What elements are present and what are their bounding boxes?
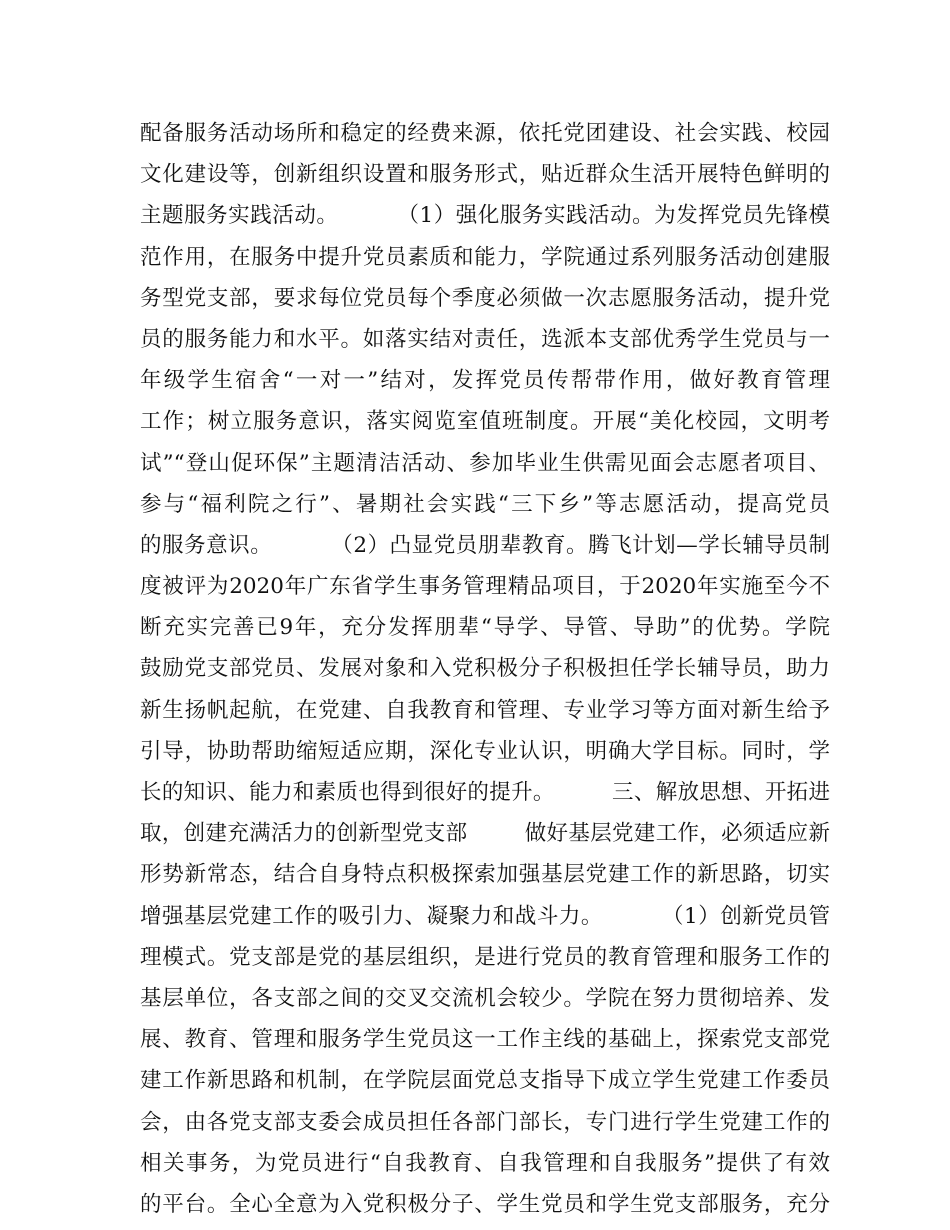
text-line: 主题服务实践活动。 （1）强化服务实践活动。为发挥党员先锋模: [140, 203, 830, 229]
text-line: 理模式。党支部是党的基层组织，是进行党员的教育管理和服务工作的: [140, 944, 830, 970]
text-line: 建工作新思路和机制，在学院层面党总支指导下成立学生党建工作委员: [140, 1068, 830, 1094]
text-line: 年级学生宿舍“一对一”结对，发挥党员传帮带作用，做好教育管理: [140, 368, 830, 394]
text-line: 基层单位，各支部之间的交叉交流机会较少。学院在努力贯彻培养、发: [140, 985, 830, 1011]
text-line: 长的知识、能力和素质也得到很好的提升。 三、解放思想、开拓进: [140, 780, 830, 805]
text-line: 的服务意识。 （2）凸显党员朋辈教育。腾飞计划—学长辅导员制: [140, 532, 830, 558]
text-line: 会，由各党支部支委会成员担任各部门部长，专门进行学生党建工作的: [140, 1109, 830, 1135]
text-line: 新生扬帆起航，在党建、自我教育和管理、专业学习等方面对新生给予: [140, 697, 830, 723]
text-line: 取，创建充满活力的创新型党支部 做好基层党建工作，必须适应新: [140, 821, 830, 847]
text-line: 断充实完善已9年，充分发挥朋辈“导学、导管、导助”的优势。学院: [140, 615, 830, 641]
text-line: 鼓励党支部党员、发展对象和入党积极分子积极担任学长辅导员，助力: [140, 656, 830, 682]
text-line: 配备服务活动场所和稳定的经费来源，依托党团建设、社会实践、校园: [140, 121, 830, 146]
text-line: 形势新常态，结合自身特点积极探索加强基层党建工作的新思路，切实: [140, 862, 830, 888]
text-line: 员的服务能力和水平。如落实结对责任，选派本支部优秀学生党员与一: [140, 326, 830, 352]
text-line: 参与“福利院之行”、暑期社会实践“三下乡”等志愿活动，提高党员: [140, 491, 830, 517]
text-line: 增强基层党建工作的吸引力、凝聚力和战斗力。 （1）创新党员管: [140, 903, 830, 929]
text-line: 务型党支部，要求每位党员每个季度必须做一次志愿服务活动，提升党: [140, 285, 830, 311]
text-line: 引导，协助帮助缩短适应期，深化专业认识，明确大学目标。同时，学: [140, 738, 830, 764]
text-line: 展、教育、管理和服务学生党员这一工作主线的基础上，探索党支部党: [140, 1027, 830, 1053]
body-text: [140, 113, 830, 1225]
text-line: 文化建设等，创新组织设置和服务形式，贴近群众生活开展特色鲜明的: [140, 162, 830, 188]
text-line: 工作；树立服务意识，落实阅览室值班制度。开展“美化校园，文明考: [140, 409, 830, 435]
text-line: 试”“登山促环保”主题清洁活动、参加毕业生供需见面会志愿者项目、: [140, 450, 830, 476]
text-line: 度被评为2020年广东省学生事务管理精品项目，于2020年实施至今不: [140, 574, 830, 600]
text-line: 相关事务，为党员进行“自我教育、自我管理和自我服务”提供了有效: [140, 1150, 830, 1176]
text-line: 范作用，在服务中提升党员素质和能力，学院通过系列服务活动创建服: [140, 244, 830, 270]
text-line: 的平台。全心全意为入党积极分子、学生党员和学生党支部服务，充分: [140, 1191, 830, 1217]
